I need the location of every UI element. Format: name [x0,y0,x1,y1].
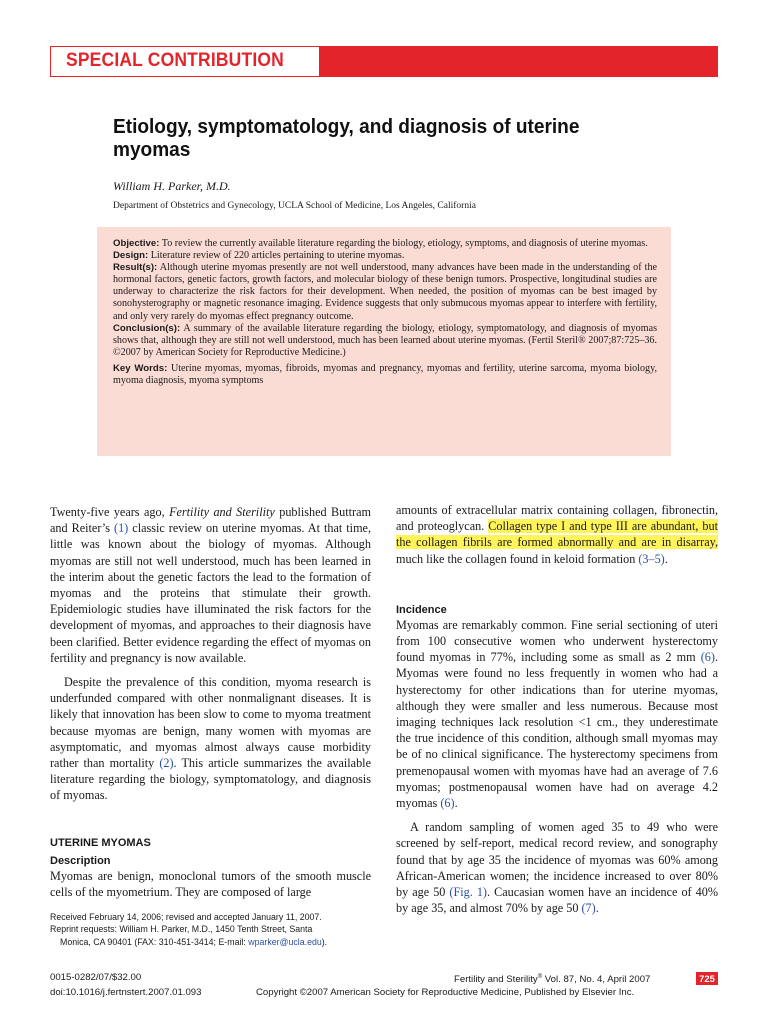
design-label: Design: [113,250,149,262]
text-run: . [454,796,458,811]
text-run: Twenty-five years ago, [50,505,170,519]
reprint-requests: Reprint requests: William H. Parker, M.D., 1450 Tenth Street, Santa [50,924,313,935]
figure-link-1[interactable]: (Fig. 1) [449,885,487,900]
results-text: Although uterine myomas presently are not well understood, many advances have been made in the understanding of the hormonal factors, genetic factors, growth factors, and molecular biology of these benign tumors. Prospective, longitudinal studies are underway to characterize the risk factors for their development. When needed, the position of myomas can be best imaged by sonohysterography or magnetic resonance imaging. Evidence suggests that only submucous myomas appear to interfere with fertility, and only very rarely do myomas effect pregnancy outcome. [113,262,657,322]
banner-red-bar [320,46,718,77]
abstract-conclusions [113,323,657,359]
reference-link-1[interactable]: (1) [114,521,129,536]
intro-paragraph-2 [50,674,371,804]
reference-link-7[interactable]: (7) [581,901,596,916]
conclusions-label: Conclusion(s): [113,322,181,334]
reference-link-6[interactable]: (6) [700,650,715,665]
journal-name: Fertility and Sterility [454,974,538,986]
text-run: published Buttram and Reiter’s [50,505,372,536]
reprint-address [50,936,371,948]
text-run: ). [321,936,328,947]
author-email-link[interactable]: wparker@ucla.edu [248,936,322,947]
text-run: much like the collagen found in keloid formation [396,551,639,566]
footer-copyright: Copyright ©2007 American Society for Reproductive Medicine, Published by Elsevier Inc. [256,987,635,998]
body-column-right [396,502,718,916]
author-affiliation: Department of Obstetrics and Gynecology, UCLA School of Medicine, Los Angeles, California [113,201,476,211]
spacer [50,666,371,674]
body-column-left [50,504,371,900]
text-run: Myomas are remarkably common. Fine serial sectioning of uteri from 100 consecutive women who underwent hysterectomy found myomas in 77%, including some as small as 2 mm [396,617,718,665]
keywords-text: Uterine myomas, myomas, fibroids, myomas and pregnancy, myomas and fertility, uterine sarcoma, myoma biology, myoma diagnosis, myoma symptoms [113,362,657,387]
spacer [396,811,718,819]
incidence-paragraph-1 [396,617,718,811]
abstract-objective [113,238,657,250]
footer-price: 0015-0282/07/$32.00 [50,972,142,983]
objective-text: To review the currently available literature regarding the biology, etiology, symptoms, and diagnosis of uterine myomas. [161,238,648,249]
journal-volume: Vol. 87, No. 4, April 2007 [542,974,651,986]
banner-label: SPECIAL CONTRIBUTION [66,50,284,71]
abstract-design [113,250,657,262]
page-number: 725 [696,972,718,985]
results-label: Result(s): [113,262,158,274]
text-run: amounts of extracellular matrix containing collagen, fibronectin, and proteoglycan. [396,503,718,534]
subsection-heading-incidence: Incidence [396,603,447,616]
abstract-results [113,262,657,322]
design-text: Literature review of 220 articles pertaining to uterine myomas. [150,250,405,262]
text-run: classic review on uterine myomas. At that time, little was known about the biology of myomas. Although myomas are still not well understood, much has been learned in the interim about the genetic factors the lead to the formation of myomas and the proteins that stimulate their growth. Epidemiologic studies have illuminated the risk factors for the development of myomas, and approaches to their diagnosis have been clarified. Better evidence regarding the effect of myomas on fertility and pregnancy is now available. [50,521,372,665]
abstract-box [97,227,671,456]
correspondence-note [50,911,371,948]
reference-link-2[interactable]: (2) [159,756,174,771]
received-dates: Received February 14, 2006; revised and accepted January 11, 2007. [50,912,322,922]
section-heading-uterine-myomas: UTERINE MYOMAS [50,836,151,849]
conclusions-text: A summary of the available literature regarding the biology, etiology, symptomatology, and diagnosis of myomas shows that, although they are still not well understood, much has been learned about uterine myomas. (Fertil Steril® 2007;87:725–36. ©2007 by American Society for Reproductive Medicine.) [113,322,657,358]
highlighted-text: Collagen type I and type III are abundant, but the collagen fibrils are formed abnormally and are in disarray, [396,519,718,550]
journal-name: Fertility and Sterility [169,505,275,519]
description-paragraph: Myomas are benign, monoclonal tumors of the smooth muscle cells of the myometrium. They are composed of large [50,868,371,899]
section-banner [50,46,718,77]
description-paragraph-continued [396,502,718,567]
registered-mark: ® [537,974,543,980]
spacer [50,804,371,836]
text-run: . [664,551,668,566]
text-run: A random sampling of women aged 35 to 49 who were screened by self-report, medical record review, and sonography found that by age 35 the incidence of myomas was 60% among African-American women; the incidence increased to over 80% by age 50 [396,820,718,900]
footer-doi: doi:10.1016/j.fertnstert.2007.01.093 [50,987,202,998]
subsection-heading-description: Description [50,854,111,867]
text-run: . Caucasian women have an incidence of 40% by age 35, and almost 70% by age 50 [396,885,718,916]
incidence-paragraph-2 [396,819,718,916]
objective-label: Objective: [113,238,160,249]
reference-link-3-5[interactable]: (3–5) [638,551,665,566]
author-name: William H. Parker, M.D. [113,179,231,193]
text-run: . [595,901,599,916]
text-run: Monica, CA 90401 (FAX: 310-451-3414; E-mail: [60,936,249,947]
text-run: . This article summarizes the available literature regarding the biology, symptomatology, and diagnosis of myomas. [50,756,371,803]
text-run: . Myomas were found no less frequently in women who had a hysterectomy for other indications than for uterine myomas, although they were smaller and less numerous. Because most imaging techniques lack resolution <1 cm., they underestimate the true incidence of this condition, although small myomas may be of no clinical significance. The hysterectomy specimens from premenopausal women with myomas have had an average of 7.6 myomas; postmenopausal women have had on average 4.2 myomas [396,650,718,811]
reference-link-6b[interactable]: (6) [440,796,455,811]
article-title: Etiology, symptomatology, and diagnosis of uterine myomas [113,115,580,161]
abstract-keywords [113,363,657,387]
text-run: Despite the prevalence of this condition, myoma research is underfunded compared with other nonmalignant diseases. It is likely that innovation has been slow to come to myoma treatment because myomas are benign, many women with myomas are asymptomatic, and myomas almost always cause morbidity rather than mortality [50,675,371,771]
spacer [396,567,718,599]
keywords-label: Key Words: [113,362,168,374]
intro-paragraph-1 [50,504,371,666]
